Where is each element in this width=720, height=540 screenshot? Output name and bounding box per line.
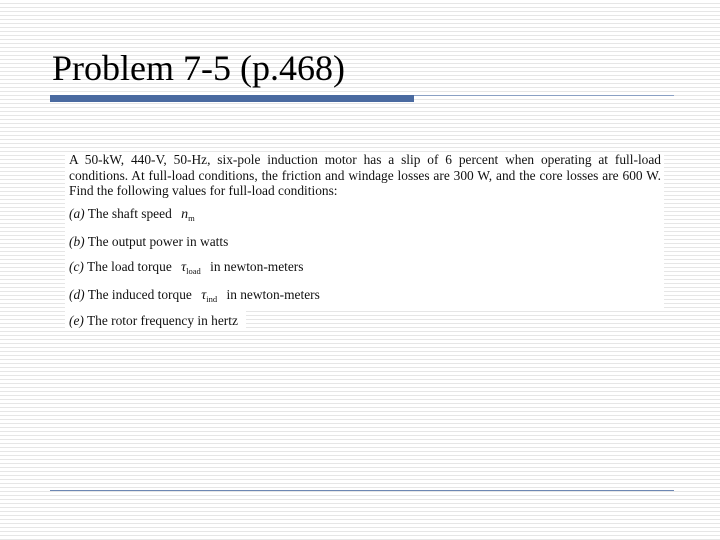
footer-rule <box>50 490 674 491</box>
symbol-tau-load: $\tau_{load}$ <box>181 260 201 276</box>
item-label: (a) <box>69 206 85 221</box>
item-label: (b) <box>69 234 85 249</box>
problem-statement: A 50-kW, 440-V, 50-Hz, six-pole induction motor has a slip of 6 percent when operating at full-load conditions. At full-load conditions, the friction and windage losses are 300 W, and the core losses are 600 W. Find the following values for full-load conditions: <box>69 152 661 199</box>
title-underline-thin <box>414 95 674 96</box>
symbol-tau-ind: $\tau_{ind}$ <box>201 288 218 304</box>
problem-item-a <box>69 206 201 227</box>
item-text: The output power in watts <box>87 234 229 249</box>
item-text: The load torque <box>86 259 172 274</box>
item-suffix: in newton-meters <box>226 287 320 302</box>
item-text: The induced torque <box>87 287 192 302</box>
slide-title: Problem 7-5 (p.468) <box>52 48 345 88</box>
item-suffix: in newton-meters <box>210 259 304 274</box>
item-label: (c) <box>69 259 84 274</box>
item-label: (e) <box>69 313 84 328</box>
title-underline-accent <box>50 95 414 102</box>
symbol-n-m: $n_m$ <box>181 207 195 223</box>
item-label: (d) <box>69 287 85 302</box>
problem-item-d <box>69 287 320 308</box>
item-text: The shaft speed <box>87 206 172 221</box>
problem-image <box>65 152 664 328</box>
problem-item-c <box>69 259 303 280</box>
problem-item-e <box>69 313 238 329</box>
problem-item-b <box>69 234 228 250</box>
item-text: The rotor frequency in hertz <box>86 313 238 328</box>
